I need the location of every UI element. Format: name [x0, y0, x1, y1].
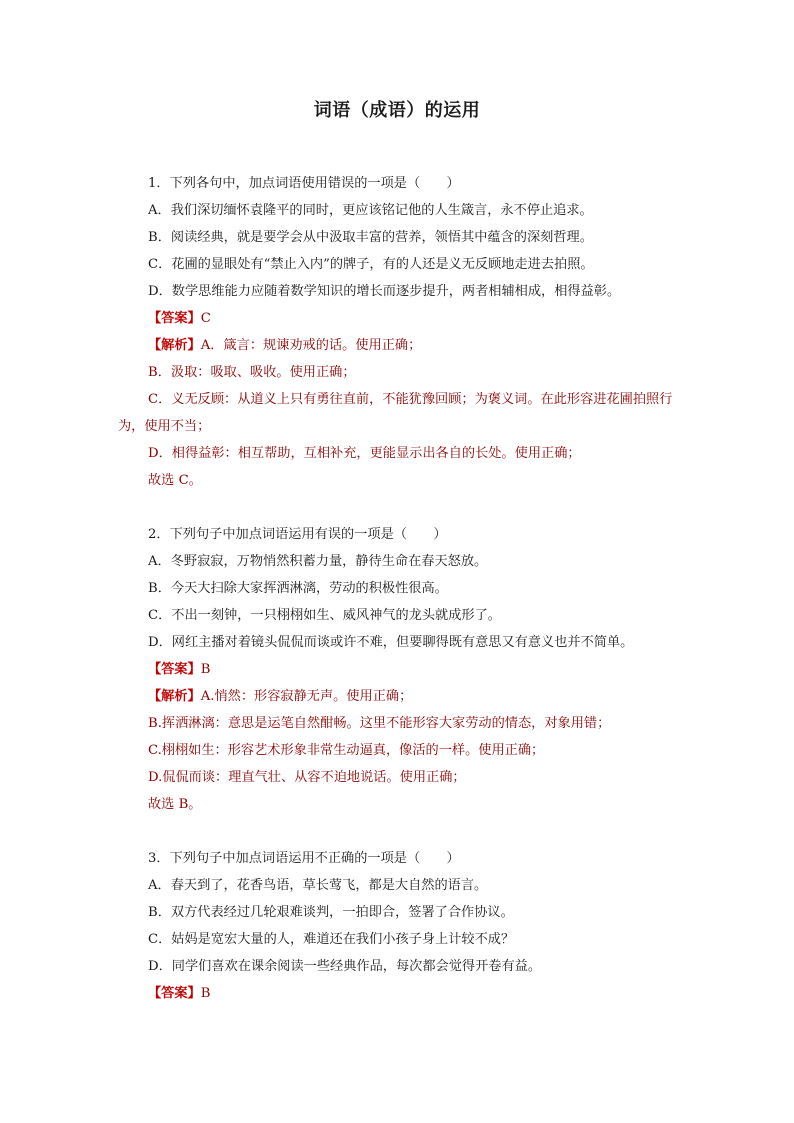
analysis-conclusion: 故选 C。 [148, 473, 202, 488]
option-a: A．春天到了，花香鸟语，草长莺飞，都是大自然的语言。 [148, 878, 488, 893]
analysis-text: C.栩栩如生：形容艺术形象非常生动逼真，像活的一样。使用正确； [148, 743, 545, 758]
answer-value: B [200, 986, 211, 1001]
analysis-tag: 【解析】 [148, 689, 201, 704]
answer-tag: 【答案】 [148, 986, 201, 1001]
answer-value: B [200, 662, 211, 677]
answer-line [118, 980, 678, 1007]
option-a: A．冬野寂寂，万物悄然积蓄力量，静待生命在春天怒放。 [148, 554, 488, 569]
analysis-text: B.挥洒淋漓：意思是运笔自然酣畅。这里不能形容大家劳动的情态，对象用错； [148, 716, 611, 731]
option-b: B．双方代表经过几轮艰难谈判，一拍即合，签署了合作协议。 [148, 905, 514, 920]
answer-tag: 【答案】 [148, 311, 201, 326]
option-d: D．网红主播对着镜头侃侃而谈或许不难，但要聊得既有意思又有意义也并不简单。 [148, 635, 634, 650]
analysis-tag: 【解析】 [148, 338, 201, 353]
spacer [118, 494, 678, 521]
answer-line [118, 656, 678, 683]
analysis-line [118, 332, 678, 359]
option-c: C．不出一刻钟，一只栩栩如生、威风神气的龙头就成形了。 [148, 608, 501, 623]
analysis-text: A.悄然：形容寂静无声。使用正确； [200, 689, 413, 704]
analysis-text: D．相得益彰：相互帮助，互相补充，更能显示出各自的长处。使用正确； [148, 446, 581, 461]
analysis-text: D.侃侃而谈：理直气壮、从容不迫地说话。使用正确； [148, 770, 466, 785]
answer-tag: 【答案】 [148, 662, 201, 677]
option-c: C．花圃的显眼处有“禁止入内”的牌子，有的人还是义无反顾地走进去拍照。 [148, 257, 594, 272]
page-title: 词语（成语）的运用 [313, 100, 481, 121]
analysis-line [118, 683, 678, 710]
question-stem: 3．下列句子中加点词语运用不正确的一项是（ ） [148, 851, 460, 866]
spacer [118, 818, 678, 845]
option-d: D．同学们喜欢在课余阅读一些经典作品，每次都会觉得开卷有益。 [148, 959, 542, 974]
analysis-text: B．汲取：吸取、吸收。使用正确； [148, 365, 356, 380]
option-d: D．数学思维能力应随着数学知识的增长而逐步提升，两者相辅相成，相得益彰。 [148, 284, 621, 299]
answer-value: C [200, 311, 211, 326]
option-a: A．我们深切缅怀袁隆平的同时，更应该铭记他的人生箴言，永不停止追求。 [148, 203, 593, 218]
question-stem: 2．下列句子中加点词语运用有误的一项是（ ） [148, 527, 447, 542]
analysis-text: A．箴言：规谏劝戒的话。使用正确； [200, 338, 422, 353]
option-b: B．今天大扫除大家挥洒淋漓，劳动的积极性很高。 [148, 581, 448, 596]
question-3 [118, 845, 678, 1007]
analysis-conclusion: 故选 B。 [148, 797, 202, 812]
answer-line [118, 305, 678, 332]
option-c: C．姑妈是宽宏大量的人，难道还在我们小孩子身上计较不成？ [148, 932, 515, 947]
question-1 [118, 170, 678, 494]
question-list [118, 170, 678, 1007]
question-2 [118, 521, 678, 818]
question-stem: 1．下列各句中，加点词语使用错误的一项是（ ） [148, 176, 460, 191]
option-b: B．阅读经典，就是要学会从中汲取丰富的营养，领悟其中蕴含的深刻哲理。 [148, 230, 593, 245]
analysis-text: C．义无反顾：从道义上只有勇往直前，不能犹豫回顾；为褒义词。在此形容进花圃拍照行为，使用不当； [118, 392, 673, 434]
